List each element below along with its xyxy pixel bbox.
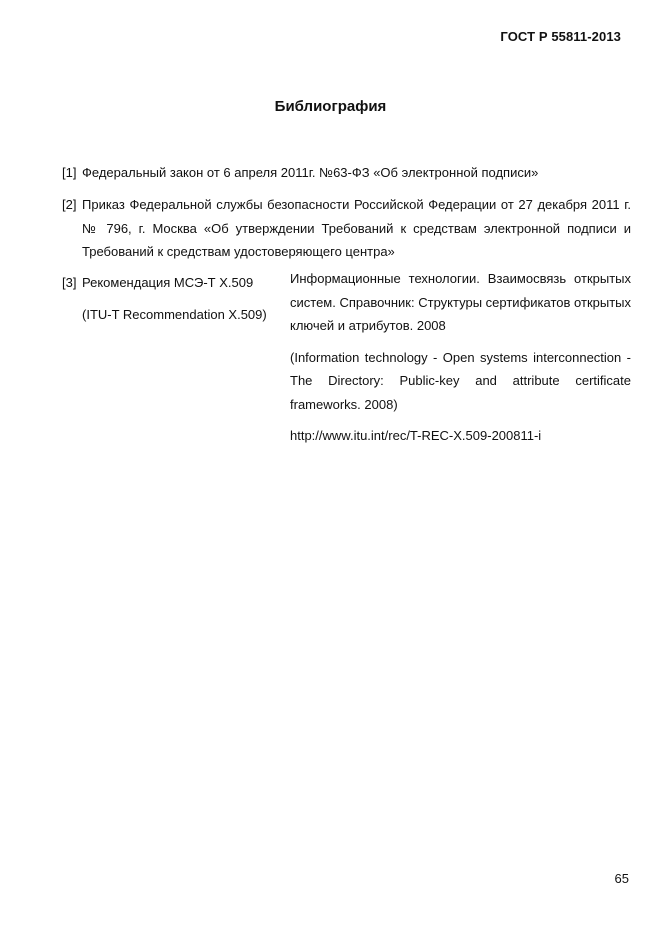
reference-description-column	[290, 267, 631, 456]
reference-url[interactable]: http://www.itu.int/rec/T-REC-X.509-200811-i	[290, 428, 542, 443]
reference-item-1	[62, 161, 631, 185]
reference-item-2	[62, 193, 631, 264]
reference-title-ru: Рекомендация МСЭ-Т Х.509	[82, 275, 254, 290]
page-number: 65	[614, 871, 629, 886]
reference-number: [3]	[62, 275, 77, 290]
page-title: Библиография	[274, 98, 387, 115]
reference-text: Приказ Федеральной службы безопасности Российской Федерации от 27 декабря 2011 г. № 796, г. Москва «Об утверждении Требований к средствам электронной подписи и Требований к средствам удостоверяющего центра»	[82, 197, 631, 259]
reference-number: [2]	[62, 197, 77, 212]
document-code: ГОСТ Р 55811-2013	[500, 29, 621, 44]
reference-title-en: (ITU-T Recommendation X.509)	[82, 307, 267, 322]
reference-number: [1]	[62, 165, 77, 180]
reference-description-ru: Информационные технологии. Взаимосвязь открытых систем. Справочник: Структуры сертификатов открытых ключей и атрибутов. 2008	[290, 271, 631, 333]
reference-text: Федеральный закон от 6 апреля 2011г. №63-ФЗ «Об электронной подписи»	[82, 165, 539, 180]
reference-title-column	[62, 267, 292, 331]
reference-description-en: (Information technology - Open systems interconnection - The Directory: Public-key and attribute certificate frameworks. 2008)	[290, 349, 631, 412]
